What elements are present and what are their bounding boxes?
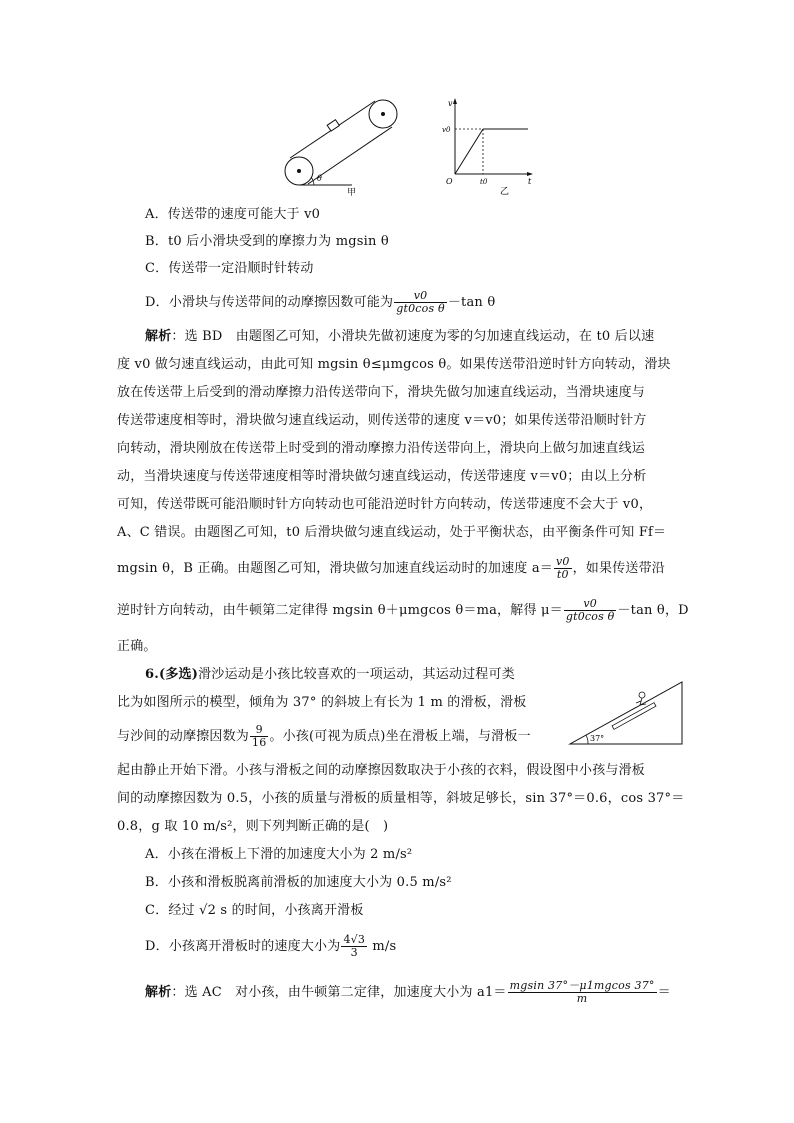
- q5-option-d-fraction: [394, 290, 447, 315]
- q6-stem-line-4: 起由静止开始下滑。小孩与滑板之间的动摩擦因数取决于小孩的衣料，假设图中小孩与滑板: [117, 763, 646, 778]
- theta-label: θ: [317, 174, 322, 183]
- mu-fraction: [564, 598, 617, 623]
- figure-jia-label: 甲: [347, 188, 357, 198]
- q6-stem-line-2: 比为如图所示的模型，倾角为 37° 的斜坡上有长为 1 m 的滑板，滑板: [117, 695, 527, 710]
- q6-stem-line-1: [145, 664, 545, 686]
- solution-label: 解析: [145, 985, 172, 1000]
- q5-solution-line-2: 度 v0 做匀速直线运动，由此可知 mgsin θ≤μmgcos θ。如果传送带沿逆时针方向转动，滑块: [117, 357, 671, 372]
- solution-text: 逆时针方向转动，由牛顿第二定律得 mgsin θ＋μmgcos θ＝ma，解得 μ＝: [117, 603, 563, 618]
- q5-option-b: B．t0 后小滑块受到的摩擦力为 mgsin θ: [145, 234, 389, 249]
- q5-solution-line-4: 传送带速度相等时，滑块做匀速直线运动，则传送带的速度 v＝v0；如果传送带沿顺时针方: [117, 413, 647, 428]
- q6-option-a: A．小孩在滑板上下滑的加速度大小为 2 m/s²: [145, 847, 413, 862]
- fraction-numerator: v0: [564, 598, 617, 611]
- q6-option-d: [145, 934, 705, 959]
- solution-text: －tan θ，D: [617, 603, 689, 618]
- fraction-numerator: mgsin 37°－μ1mgcos 37°: [509, 979, 655, 992]
- fraction-numerator: 4√3: [343, 933, 366, 946]
- question-text: 。小孩(可视为质点)坐在滑板上端，与滑板一: [269, 729, 531, 744]
- q5-solution-line-11: 正确。: [117, 639, 157, 654]
- q5-option-a: A．传送带的速度可能大于 v0: [145, 207, 321, 222]
- q5-solution-line-5: 向转动，滑块刚放在传送带上时受到的滑动摩擦力沿传送带向上，滑块向上做匀加速直线运: [117, 441, 646, 456]
- q5-solution-line-8: A、C 错误。由题图乙可知，t0 后滑块做匀速直线运动，处于平衡状态，由平衡条件可知 Ff＝: [117, 525, 667, 540]
- acceleration-fraction: [508, 980, 657, 1005]
- fraction-numerator: v0: [555, 555, 570, 568]
- figure-yi-label: 乙: [500, 187, 510, 197]
- v-axis-label: v: [448, 99, 453, 108]
- fraction-numerator: v0: [394, 290, 447, 303]
- t-axis-label: t: [528, 177, 532, 186]
- q5-solution-line-6: 动，当滑块速度与传送带速度相等时滑块做匀速直线运动，传送带速度 v＝v0；由以上分析: [117, 469, 647, 484]
- q5-solution-line-9: [117, 556, 677, 581]
- q5-solution-line-7: 可知，传送带既可能沿顺时针方向转动也可能沿逆时针方向转动，传送带速度不会大于 v0，: [117, 497, 653, 512]
- velocity-time-graph: [440, 96, 540, 198]
- q5-option-c: C．传送带一定沿顺时针转动: [145, 261, 314, 276]
- origin-label: O: [446, 177, 453, 186]
- option-text: m/s: [368, 939, 397, 954]
- angle-label: 37°: [590, 734, 605, 743]
- question-tag: (多选): [158, 667, 199, 682]
- fraction-denominator: 3: [350, 946, 358, 959]
- q6-option-b: B．小孩和滑板脱离前滑板的加速度大小为 0.5 m/s²: [145, 875, 452, 890]
- q5-solution-line-3: 放在传送带上后受到的滑动摩擦力沿传送带向下，滑块先做匀加速直线运动，当滑块速度与: [117, 385, 646, 400]
- fraction-denominator: gt0cos θ: [396, 302, 445, 315]
- friction-fraction: [250, 724, 268, 749]
- solution-label: 解析: [145, 329, 172, 344]
- sand-slope-figure: [566, 674, 690, 746]
- fraction-denominator: gt0cos θ: [565, 610, 615, 623]
- q6-stem-line-5: 间的动摩擦因数为 0.5，小孩的质量与滑板的质量相等，斜坡足够长，sin 37°＝0.6，cos 37°＝: [117, 791, 685, 806]
- q5-solution-line-1: [145, 326, 705, 348]
- solution-text: ：选 BD 由题图乙可知，小滑块先做初速度为零的匀加速直线运动，在 t0 后以速: [171, 329, 655, 344]
- option-text: D．小孩离开滑板时的速度大小为: [145, 939, 341, 954]
- q6-stem-line-6: 0.8，g 取 10 m/s²，则下列判断正确的是( ): [117, 819, 389, 834]
- fraction-denominator: t0: [556, 568, 569, 581]
- solution-text: ＝: [657, 985, 671, 1000]
- fraction-numerator: 9: [250, 724, 268, 737]
- fraction-denominator: 16: [252, 736, 267, 749]
- solution-text: mgsin θ，B 正确。由题图乙可知，滑块做匀加速直线运动时的加速度 a＝: [117, 561, 553, 576]
- conveyor-belt-figure: [280, 92, 410, 198]
- question-number: 6.: [145, 667, 159, 682]
- question-text: 滑沙运动是小孩比较喜欢的一项运动，其运动过程可类: [198, 667, 515, 682]
- q6-option-c: C．经过 √2 s 的时间，小孩离开滑板: [145, 903, 364, 918]
- q5-solution-line-10: [117, 597, 689, 623]
- v0-tick-label: v0: [442, 126, 451, 134]
- solution-text: ：选 AC 对小孩，由牛顿第二定律，加速度大小为 a1＝: [171, 985, 507, 1000]
- question-text: 与沙间的动摩擦因数为: [117, 729, 250, 744]
- speed-fraction: [341, 934, 367, 959]
- acceleration-fraction: [554, 556, 572, 581]
- q6-stem-line-3: [117, 724, 547, 749]
- q6-solution-line-1: [145, 980, 705, 1005]
- q5-option-d-suffix: －tan θ: [447, 295, 496, 310]
- fraction-denominator: m: [576, 992, 588, 1005]
- t0-tick-label: t0: [480, 178, 488, 186]
- q5-option-d: [145, 290, 705, 315]
- solution-text: ，如果传送带沿: [572, 561, 666, 576]
- q5-option-d-prefix: D．小滑块与传送带间的动摩擦因数可能为: [145, 295, 394, 310]
